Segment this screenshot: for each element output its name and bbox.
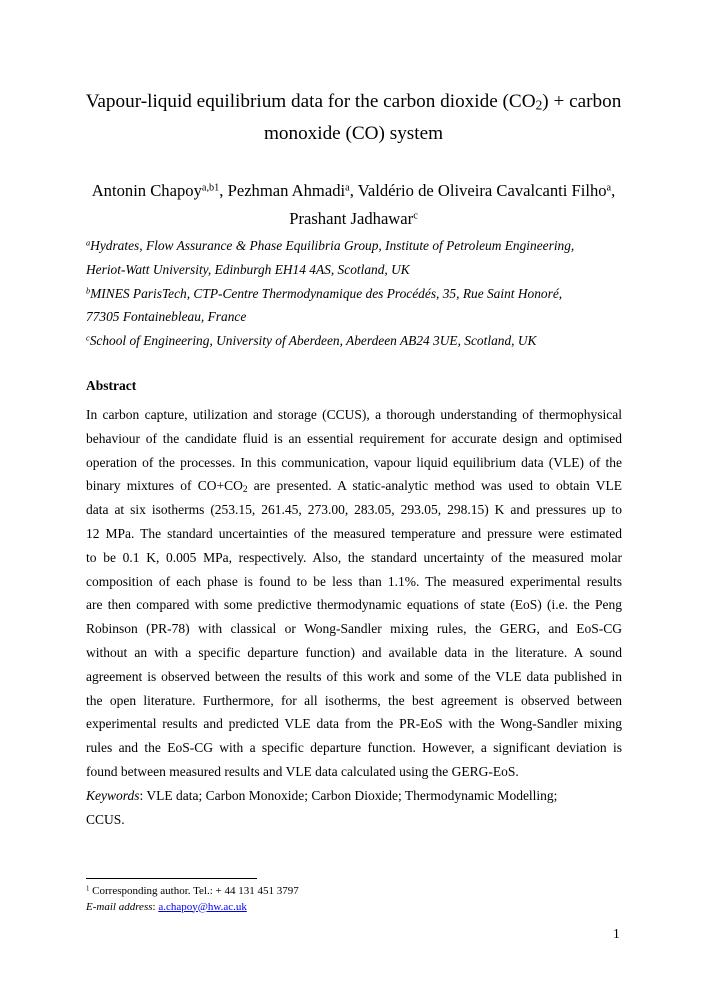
- abstract-line: the open literature. Furthermore, for all isotherms, the best agreement is observed between: [86, 692, 622, 708]
- affiliation-a-line-2: Heriot-Watt University, Edinburgh EH14 4AS, Scotland, UK: [86, 261, 410, 277]
- footnote: [86, 884, 299, 915]
- abstract-line: composition of each phase is found to be less than 1.1%. The measured experimental results: [86, 573, 622, 589]
- author-chapoy-affil: a,b1: [201, 182, 220, 194]
- abstract-body: [86, 403, 622, 831]
- footnote-email-line: E-mail address: a.chapoy@hw.ac.uk: [86, 900, 247, 913]
- abstract-line: Robinson (PR-78) with classical or Wong-Sandler mixing rules, the GERG, and EoS-CG: [86, 621, 622, 637]
- abstract-line: are then compared with some predictive thermodynamic equations of state (EoS) (i.e. the Peng: [86, 597, 622, 613]
- email-link[interactable]: a.chapoy@hw.ac.uk: [158, 900, 247, 913]
- abstract-line: In carbon capture, utilization and storage (CCUS), a thorough understanding of thermophysical: [86, 407, 622, 422]
- abstract-line: data at six isotherms (253.15, 261.45, 273.00, 283.05, 293.05, 298.15) K and pressures up to: [86, 502, 622, 518]
- page-number: 1: [613, 926, 620, 941]
- footnote-author-line: $^1$ Corresponding author. Tel.: + 44 131 451 3797: [86, 885, 299, 897]
- abstract-line: experimental results and predicted VLE data from the PR-EoS with the Wong-Sandler mixing: [86, 716, 622, 732]
- author-list: [60, 177, 647, 233]
- abstract-line: operation of the processes. In this communication, vapour liquid equilibrium data (VLE) of the: [86, 454, 622, 470]
- author-chapoy: Antonin Chapoy: [91, 181, 202, 200]
- author-line-2: [60, 205, 647, 233]
- abstract-line: behaviour of the candidate fluid is an essential requirement for accurate design and optimised: [86, 430, 622, 446]
- abstract-line: agreement is observed between the results of this work and some of the VLE data published in: [86, 668, 622, 684]
- keywords-label: Keywords: [86, 787, 140, 803]
- author-ahmadi-affil: a: [345, 182, 350, 194]
- author-line-1: Antonin Chapoy$^{a,b1}$, Pezhman Ahmadi$^a$, Valdério de Oliveira Cavalcanti Filho$^a$,: [91, 181, 616, 200]
- author-cavalcanti: Valdério de Oliveira Cavalcanti Filho: [357, 181, 607, 200]
- affiliation-c-line-1: $^c$School of Engineering, University of Aberdeen, Aberdeen AB24 3UE, Scotland, UK: [86, 333, 537, 349]
- affiliation-a-line-1: $^a$Hydrates, Flow Assurance & Phase Equilibria Group, Institute of Petroleum Engineering,: [86, 238, 575, 253]
- affiliation-b-line-1: $^b$MINES ParisTech, CTP-Centre Thermodynamique des Procédés, 35, Rue Saint Honoré,: [86, 285, 563, 301]
- title-line-2: monoxide (CO) system: [263, 123, 444, 144]
- affiliations: [86, 234, 646, 353]
- abstract-heading: Abstract: [86, 378, 137, 393]
- title-line-1: Vapour-liquid equilibrium data for the carbon dioxide $(CO_2)$ + carbon: [85, 91, 622, 113]
- affiliation-b-line-2: 77305 Fontainebleau, France: [86, 309, 247, 325]
- author-jadhawar: Prashant Jadhawar: [289, 209, 414, 228]
- footnote-rule: [86, 878, 257, 879]
- author-ahmadi: Pezhman Ahmadi: [227, 181, 346, 200]
- author-cavalcanti-affil: a: [606, 182, 612, 194]
- abstract-line: 12 MPa. The standard uncertainties of the measured temperature and pressure were estimated: [86, 525, 622, 541]
- keywords-line-1: Keywords: VLE data; Carbon Monoxide; Carbon Dioxide; Thermodynamic Modelling;: [86, 787, 558, 803]
- abstract-line: rules and the EoS-CG with a specific departure function. However, a significant deviation is: [86, 740, 622, 756]
- abstract-line: to be 0.1 K, 0.005 MPa, respectively. Also, the standard uncertainty of the measured molar: [86, 549, 622, 565]
- abstract-line: binary mixtures of $CO+CO_2$ are presented. A static-analytic method was used to obtain VLE: [86, 478, 622, 496]
- abstract-line: without an with a specific departure function) and available data in the literature. A sound: [86, 644, 622, 660]
- keywords-line-2: CCUS.: [86, 811, 125, 827]
- abstract-line: found between measured results and VLE data calculated using the GERG-EoS.: [86, 763, 519, 779]
- paper-title: [60, 86, 647, 150]
- author-jadhawar-affil: c: [413, 210, 418, 222]
